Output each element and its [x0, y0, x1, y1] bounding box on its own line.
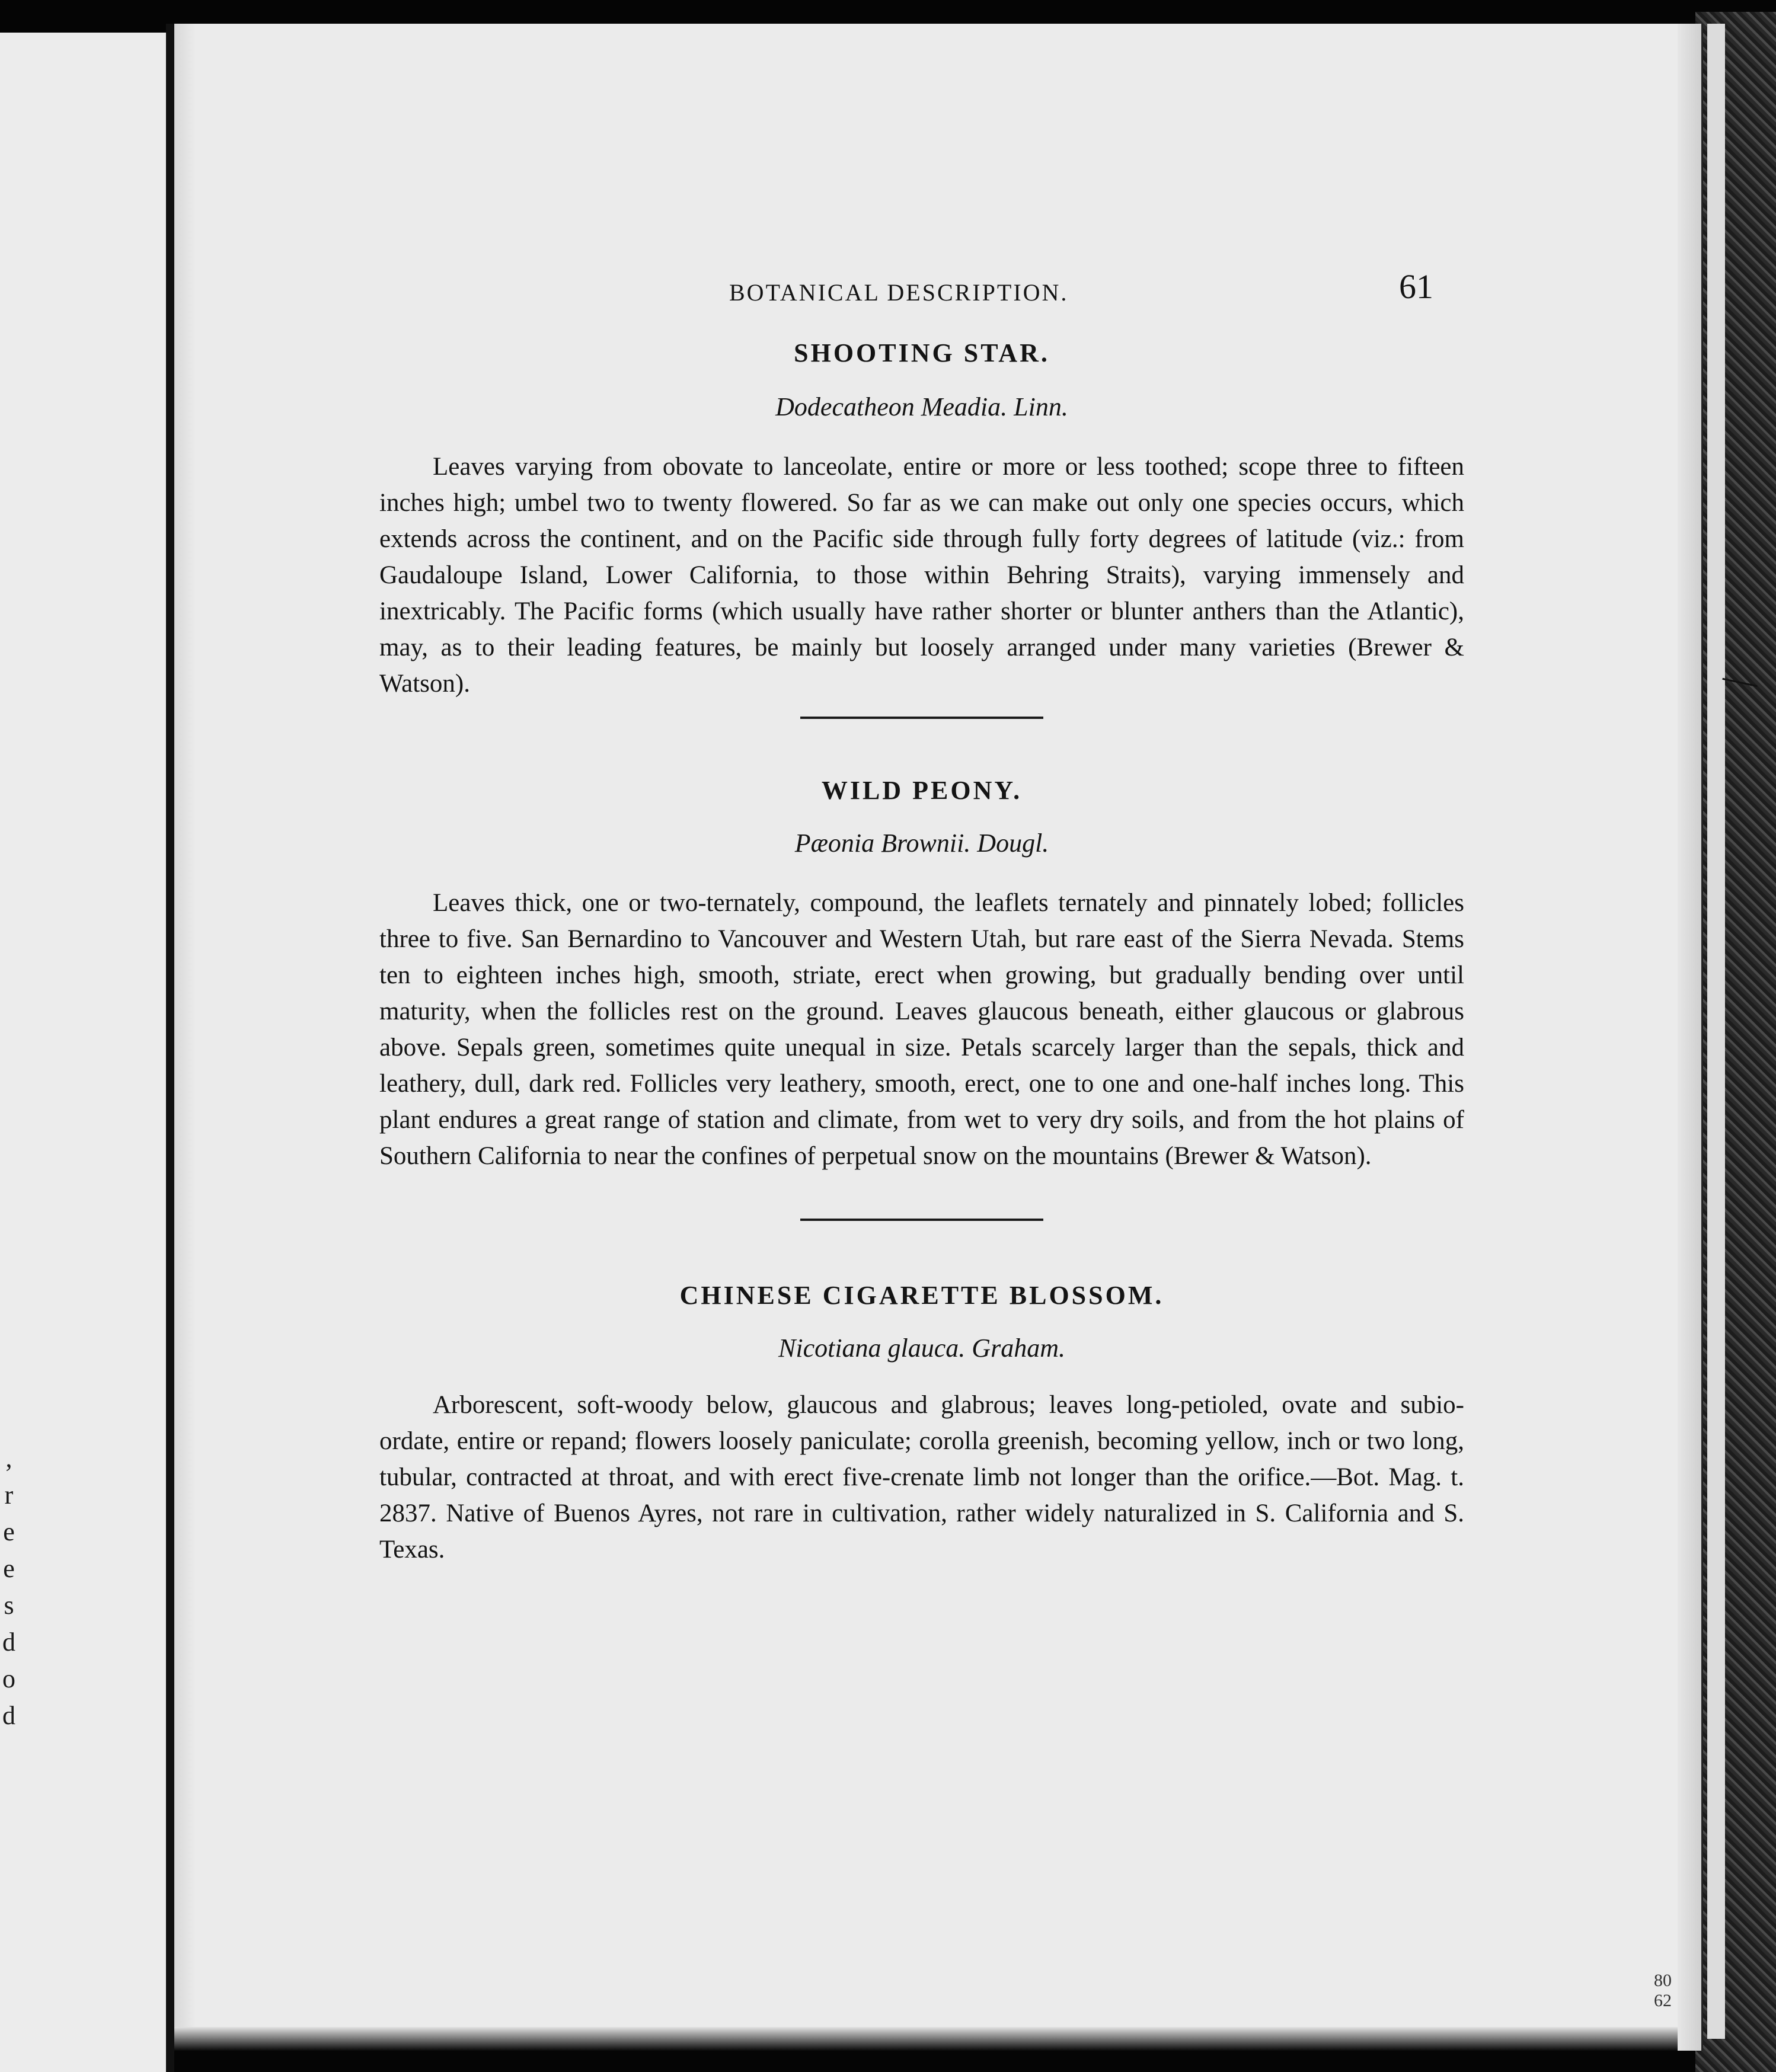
section-wild-peony — [379, 775, 1464, 1174]
facing-page-left — [0, 33, 166, 2072]
page-edge-right — [1678, 24, 1703, 2051]
margin-letter: d — [2, 1701, 15, 1730]
margin-letter: , — [5, 1444, 12, 1473]
section-shooting-star — [379, 338, 1464, 702]
section-body: Arborescent, soft-woody below, glaucous and glabrous; leaves long-petioled, ovate and subio-ordate, entire or repand; flowers loosely paniculate; corolla greenish, becoming yellow, inch or two long, tubular, contracted at throat, and with erect five-crenate limb not longer than the orifice.—Bot. Mag. t. 2837. Native of Buenos Ayres, not rare in cultivation, rather widely naturalized in S. California and S. Texas. — [379, 1391, 1464, 1563]
facing-page-margin-letters — [0, 1440, 18, 1734]
latin-name: Pæonia Brownii. Dougl. — [794, 829, 1049, 858]
page-number: 61 — [1399, 267, 1433, 306]
page-bottom-shadow — [174, 2027, 1695, 2051]
page-content — [379, 255, 1464, 1568]
latin-name: Dodecatheon Meadia. Linn. — [775, 392, 1068, 421]
latin-name: Nicotiana glauca. Graham. — [778, 1334, 1065, 1363]
page-header — [379, 255, 1464, 308]
margin-letter: d — [2, 1627, 15, 1657]
section-chinese-cigarette-blossom — [379, 1280, 1464, 1568]
page-edge-shadow — [174, 24, 196, 2051]
tally-line: 80 — [1654, 1971, 1672, 1990]
margin-letter: r — [4, 1481, 14, 1510]
margin-letter: s — [4, 1591, 14, 1620]
section-divider — [800, 1219, 1043, 1221]
section-title: CHINESE CIGARETTE BLOSSOM. — [679, 1281, 1164, 1310]
section-body: Leaves thick, one or two-ternately, compound, the leaflets ternately and pinnately lobed; follicles three to five. San Bernardino to Vancouver and Western Utah, but rare east of the Sierra Nevada. Stems ten to eighteen inches high, smooth, striate, erect when growing, but gradually bending over until maturity, when the follicles rest on the ground. Leaves glaucous beneath, either glaucous or glabrous above. Sepals green, sometimes quite unequal in size. Petals scarcely larger than the sepals, thick and leathery, dull, dark red. Follicles very leathery, smooth, erect, one to one and one-half inches long. This plant endures a great range of station and climate, from wet to very dry soils, and from the hot plains of Southern California to near the confines of perpetual snow on the mountains (Brewer & Watson). — [379, 889, 1464, 1170]
book-gutter — [166, 24, 174, 2072]
margin-letter: e — [3, 1554, 15, 1583]
running-head: BOTANICAL DESCRIPTION. — [729, 279, 1069, 306]
section-divider — [800, 717, 1043, 719]
inner-page-stack — [1707, 24, 1725, 2039]
section-body: Leaves varying from obovate to lanceolate, entire or more or less toothed; scope three to fifteen inches high; umbel two to twenty flowered. So far as we can make out only one species occurs, which extends across the continent, and on the Pacific side through fully forty degrees of latitude (viz.: from Gaudaloupe Island, Lower California, to those within Behring Straits), varying immensely and inextricably. The Pacific forms (which usually have rather shorter or blunter anthers than the Atlantic), may, as to their leading features, be mainly but loosely arranged under many varieties (Brewer & Watson). — [379, 453, 1464, 698]
section-title: SHOOTING STAR. — [794, 338, 1050, 367]
margin-letter: e — [3, 1517, 15, 1546]
section-title: WILD PEONY. — [821, 776, 1023, 805]
tally-line: 62 — [1654, 1991, 1672, 2010]
margin-letter: o — [2, 1664, 15, 1693]
pencil-tally — [1654, 1971, 1672, 2011]
